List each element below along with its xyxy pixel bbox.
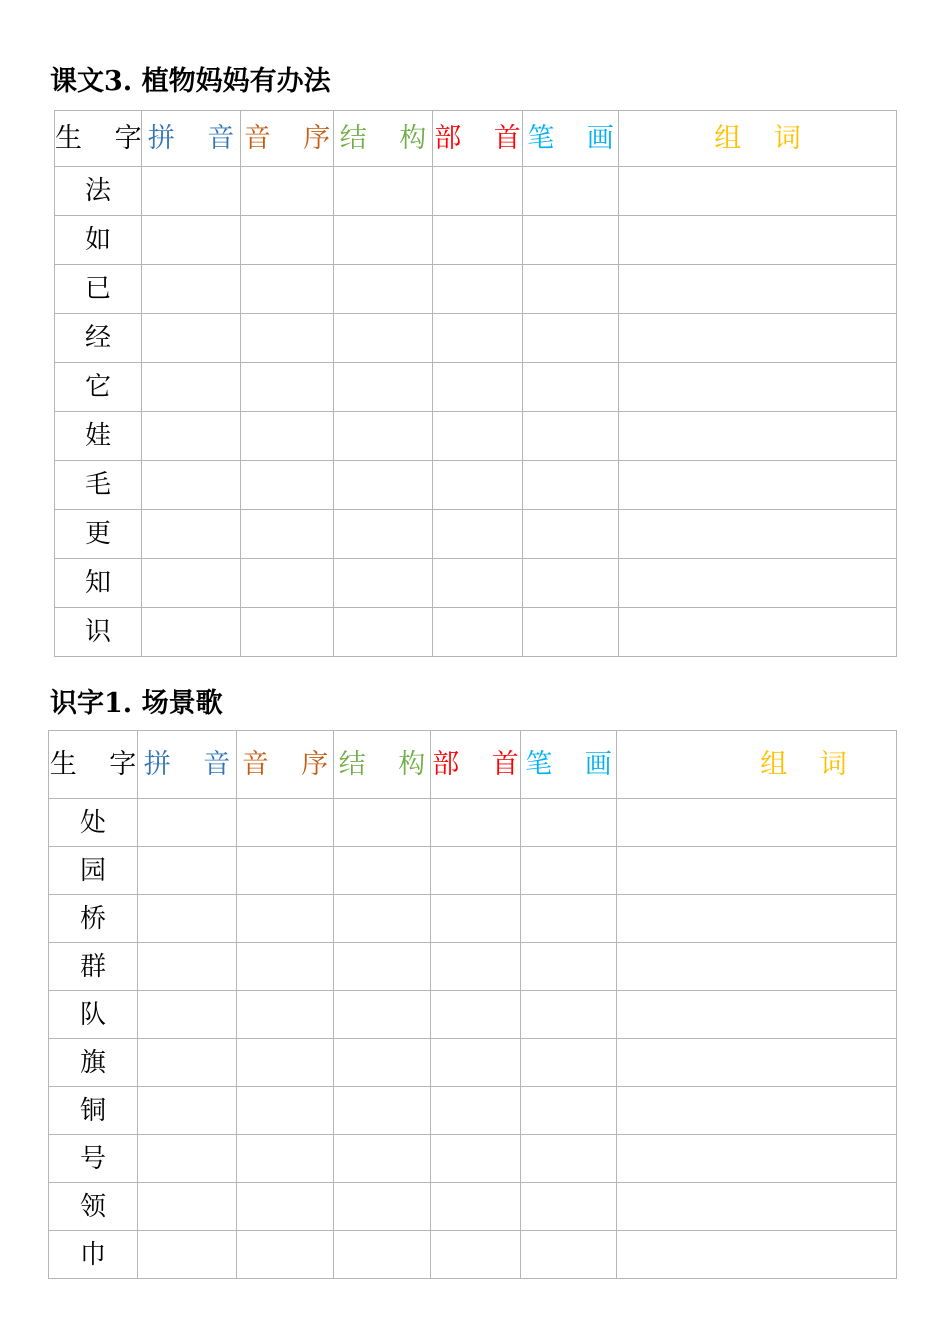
answer-cell-structure[interactable]	[334, 1087, 431, 1135]
answer-cell-strokes[interactable]	[523, 314, 619, 363]
answer-cell-strokes[interactable]	[521, 1135, 617, 1183]
header-label: 拼 音	[143, 749, 243, 780]
character-cell: 领	[49, 1183, 138, 1231]
answer-cell-initial[interactable]	[237, 847, 334, 895]
header-initial	[237, 731, 341, 799]
answer-cell-words[interactable]	[617, 895, 897, 943]
header-row	[55, 111, 897, 167]
answer-cell-pinyin[interactable]	[138, 1231, 237, 1279]
character-cell: 旗	[49, 1039, 138, 1087]
answer-cell-pinyin[interactable]	[142, 461, 241, 510]
answer-cell-radical[interactable]	[433, 559, 523, 608]
answer-cell-structure[interactable]	[334, 1039, 431, 1087]
character-cell: 毛	[55, 461, 142, 510]
answer-cell-initial[interactable]	[241, 412, 334, 461]
header-label: 部 首	[434, 123, 533, 154]
answer-cell-radical[interactable]	[433, 167, 523, 216]
header-label: 生 字	[55, 123, 154, 154]
section-title-2: 识字1. 场景歌	[50, 688, 223, 719]
character-cell: 经	[55, 314, 142, 363]
character-cell: 娃	[55, 412, 142, 461]
answer-cell-strokes[interactable]	[521, 1087, 617, 1135]
character-cell: 队	[49, 991, 138, 1039]
answer-cell-strokes[interactable]	[521, 799, 617, 847]
answer-cell-initial[interactable]	[241, 363, 334, 412]
answer-cell-words[interactable]	[617, 991, 897, 1039]
answer-cell-words[interactable]	[617, 1135, 897, 1183]
answer-cell-radical[interactable]	[431, 799, 521, 847]
section-title-1: 课文3. 植物妈妈有办法	[50, 66, 331, 97]
character-cell: 处	[49, 799, 138, 847]
answer-cell-structure[interactable]	[334, 559, 433, 608]
answer-cell-pinyin[interactable]	[142, 265, 241, 314]
header-label: 笔 画	[527, 123, 626, 154]
answer-cell-pinyin[interactable]	[138, 1135, 237, 1183]
answer-cell-pinyin[interactable]	[138, 943, 237, 991]
answer-cell-initial[interactable]	[237, 1039, 334, 1087]
answer-cell-radical[interactable]	[433, 461, 523, 510]
answer-cell-words[interactable]	[619, 510, 897, 559]
table-row	[55, 265, 897, 314]
header-radical	[433, 111, 533, 167]
character-cell: 园	[49, 847, 138, 895]
answer-cell-radical[interactable]	[431, 943, 521, 991]
table-row	[55, 608, 897, 657]
answer-cell-structure[interactable]	[334, 167, 433, 216]
table-row	[49, 799, 897, 847]
answer-cell-initial[interactable]	[241, 265, 334, 314]
character-cell: 号	[49, 1135, 138, 1183]
header-words	[619, 111, 897, 167]
answer-cell-words[interactable]	[619, 363, 897, 412]
answer-cell-words[interactable]	[619, 559, 897, 608]
answer-cell-structure[interactable]	[334, 1183, 431, 1231]
header-label: 音 序	[241, 749, 341, 780]
answer-cell-words[interactable]	[617, 847, 897, 895]
header-label: 部 首	[432, 749, 531, 780]
character-cell: 桥	[49, 895, 138, 943]
table-row	[49, 1183, 897, 1231]
answer-cell-initial[interactable]	[241, 608, 334, 657]
answer-cell-radical[interactable]	[431, 1039, 521, 1087]
header-row	[49, 731, 897, 799]
character-table-2	[48, 730, 897, 1279]
answer-cell-pinyin[interactable]	[142, 363, 241, 412]
table-row	[55, 559, 897, 608]
answer-cell-initial[interactable]	[237, 799, 334, 847]
header-strokes	[521, 731, 624, 799]
answer-cell-words[interactable]	[617, 1087, 897, 1135]
character-cell: 更	[55, 510, 142, 559]
answer-cell-radical[interactable]	[431, 895, 521, 943]
table-row	[49, 1231, 897, 1279]
answer-cell-strokes[interactable]	[523, 461, 619, 510]
answer-cell-pinyin[interactable]	[138, 895, 237, 943]
answer-cell-pinyin[interactable]	[138, 991, 237, 1039]
answer-cell-strokes[interactable]	[523, 559, 619, 608]
answer-cell-initial[interactable]	[241, 216, 334, 265]
header-words	[617, 731, 897, 799]
answer-cell-structure[interactable]	[334, 799, 431, 847]
answer-cell-structure[interactable]	[334, 991, 431, 1039]
answer-cell-strokes[interactable]	[521, 847, 617, 895]
answer-cell-words[interactable]	[617, 1231, 897, 1279]
answer-cell-words[interactable]	[619, 608, 897, 657]
answer-cell-radical[interactable]	[433, 265, 523, 314]
answer-cell-strokes[interactable]	[521, 1231, 617, 1279]
answer-cell-structure[interactable]	[334, 943, 431, 991]
answer-cell-pinyin[interactable]	[138, 799, 237, 847]
header-pinyin	[138, 731, 243, 799]
answer-cell-strokes[interactable]	[521, 895, 617, 943]
table-row	[55, 167, 897, 216]
answer-cell-structure[interactable]	[334, 314, 433, 363]
answer-cell-pinyin[interactable]	[142, 412, 241, 461]
character-table-1	[54, 110, 897, 657]
answer-cell-initial[interactable]	[241, 461, 334, 510]
answer-cell-strokes[interactable]	[523, 510, 619, 559]
answer-cell-words[interactable]	[619, 314, 897, 363]
answer-cell-initial[interactable]	[241, 314, 334, 363]
answer-cell-words[interactable]	[619, 461, 897, 510]
answer-cell-strokes[interactable]	[523, 167, 619, 216]
answer-cell-radical[interactable]	[431, 847, 521, 895]
answer-cell-pinyin[interactable]	[142, 314, 241, 363]
answer-cell-radical[interactable]	[433, 314, 523, 363]
header-label: 组 词	[714, 123, 813, 154]
header-structure	[334, 731, 438, 799]
answer-cell-strokes[interactable]	[523, 608, 619, 657]
character-cell: 识	[55, 608, 142, 657]
answer-cell-words[interactable]	[617, 1039, 897, 1087]
answer-cell-words[interactable]	[619, 412, 897, 461]
header-char	[55, 111, 154, 167]
answer-cell-structure[interactable]	[334, 895, 431, 943]
header-strokes	[523, 111, 626, 167]
answer-cell-structure[interactable]	[334, 265, 433, 314]
header-pinyin	[142, 111, 247, 167]
answer-cell-pinyin[interactable]	[138, 1087, 237, 1135]
character-cell: 它	[55, 363, 142, 412]
character-cell: 已	[55, 265, 142, 314]
answer-cell-structure[interactable]	[334, 510, 433, 559]
character-cell: 群	[49, 943, 138, 991]
answer-cell-structure[interactable]	[334, 1231, 431, 1279]
answer-cell-initial[interactable]	[237, 1087, 334, 1135]
answer-cell-radical[interactable]	[433, 216, 523, 265]
answer-cell-initial[interactable]	[237, 943, 334, 991]
table-row	[55, 314, 897, 363]
answer-cell-radical[interactable]	[433, 363, 523, 412]
answer-cell-radical[interactable]	[431, 1231, 521, 1279]
table-row	[49, 1135, 897, 1183]
answer-cell-words[interactable]	[617, 799, 897, 847]
table-row	[55, 412, 897, 461]
answer-cell-strokes[interactable]	[521, 943, 617, 991]
answer-cell-words[interactable]	[617, 1183, 897, 1231]
answer-cell-pinyin[interactable]	[142, 216, 241, 265]
answer-cell-structure[interactable]	[334, 216, 433, 265]
answer-cell-initial[interactable]	[241, 510, 334, 559]
table-row	[49, 1087, 897, 1135]
answer-cell-strokes[interactable]	[523, 265, 619, 314]
table-row	[49, 895, 897, 943]
character-cell: 知	[55, 559, 142, 608]
answer-cell-structure[interactable]	[334, 608, 433, 657]
answer-cell-radical[interactable]	[433, 510, 523, 559]
answer-cell-initial[interactable]	[237, 1183, 334, 1231]
table-row	[55, 510, 897, 559]
header-radical	[431, 731, 531, 799]
table-row	[49, 991, 897, 1039]
character-cell: 铜	[49, 1087, 138, 1135]
table-row	[55, 363, 897, 412]
answer-cell-strokes[interactable]	[523, 216, 619, 265]
header-label: 结 构	[338, 749, 438, 780]
answer-cell-pinyin[interactable]	[138, 847, 237, 895]
header-initial	[241, 111, 343, 167]
answer-cell-initial[interactable]	[237, 1231, 334, 1279]
table-row	[55, 216, 897, 265]
answer-cell-pinyin[interactable]	[142, 167, 241, 216]
answer-cell-radical[interactable]	[431, 1135, 521, 1183]
answer-cell-strokes[interactable]	[521, 1183, 617, 1231]
header-label: 结 构	[339, 123, 439, 154]
answer-cell-radical[interactable]	[431, 1183, 521, 1231]
header-label: 笔 画	[525, 749, 624, 780]
answer-cell-words[interactable]	[619, 167, 897, 216]
table-row	[49, 847, 897, 895]
answer-cell-structure[interactable]	[334, 461, 433, 510]
answer-cell-strokes[interactable]	[523, 412, 619, 461]
answer-cell-structure[interactable]	[334, 1135, 431, 1183]
answer-cell-structure[interactable]	[334, 363, 433, 412]
answer-cell-structure[interactable]	[334, 412, 433, 461]
answer-cell-radical[interactable]	[431, 1087, 521, 1135]
header-label: 组 词	[760, 749, 859, 780]
answer-cell-initial[interactable]	[241, 167, 334, 216]
table-row	[49, 1039, 897, 1087]
answer-cell-strokes[interactable]	[523, 363, 619, 412]
header-structure	[334, 111, 439, 167]
answer-cell-radical[interactable]	[433, 412, 523, 461]
header-label: 音 序	[243, 123, 343, 154]
answer-cell-initial[interactable]	[237, 1135, 334, 1183]
character-cell: 巾	[49, 1231, 138, 1279]
answer-cell-words[interactable]	[617, 943, 897, 991]
answer-cell-pinyin[interactable]	[138, 1183, 237, 1231]
header-label: 拼 音	[147, 123, 247, 154]
answer-cell-initial[interactable]	[237, 895, 334, 943]
table-row	[49, 943, 897, 991]
answer-cell-pinyin[interactable]	[138, 1039, 237, 1087]
answer-cell-words[interactable]	[619, 216, 897, 265]
answer-cell-pinyin[interactable]	[142, 510, 241, 559]
answer-cell-strokes[interactable]	[521, 991, 617, 1039]
answer-cell-pinyin[interactable]	[142, 608, 241, 657]
character-cell: 法	[55, 167, 142, 216]
answer-cell-structure[interactable]	[334, 847, 431, 895]
answer-cell-radical[interactable]	[431, 991, 521, 1039]
answer-cell-radical[interactable]	[433, 608, 523, 657]
table-row	[55, 461, 897, 510]
answer-cell-pinyin[interactable]	[142, 559, 241, 608]
answer-cell-initial[interactable]	[241, 559, 334, 608]
answer-cell-strokes[interactable]	[521, 1039, 617, 1087]
header-label: 生 字	[49, 749, 149, 780]
character-cell: 如	[55, 216, 142, 265]
answer-cell-words[interactable]	[619, 265, 897, 314]
answer-cell-initial[interactable]	[237, 991, 334, 1039]
header-char	[49, 731, 149, 799]
